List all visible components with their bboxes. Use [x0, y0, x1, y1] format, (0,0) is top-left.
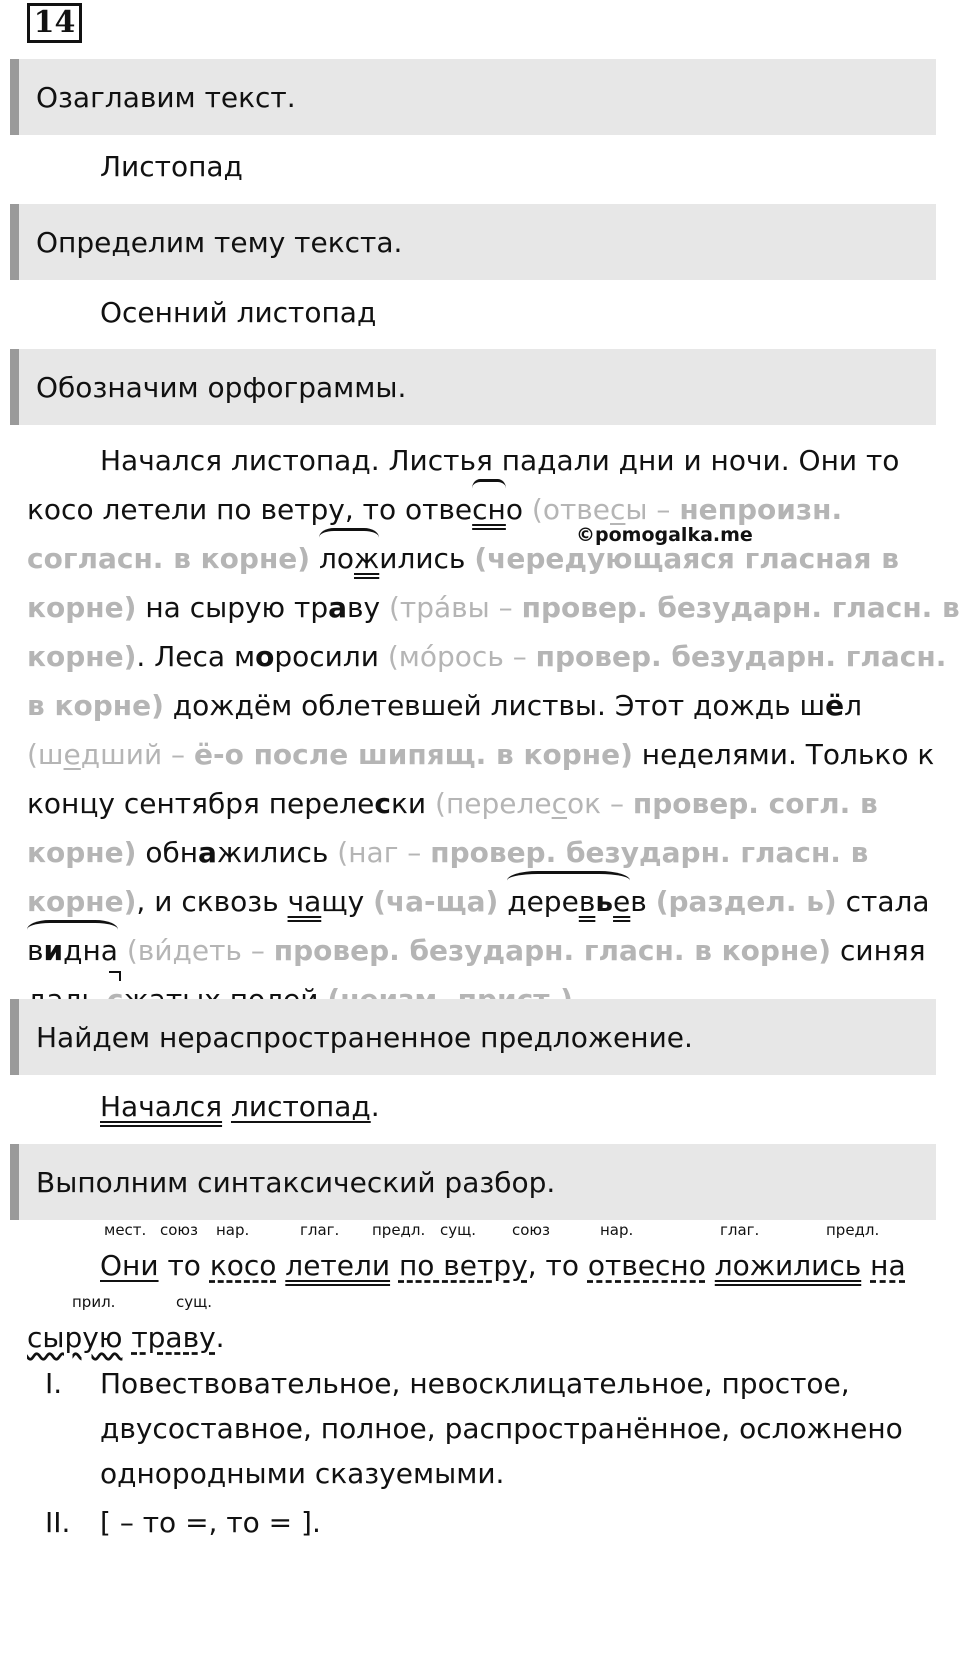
- check-word: с: [551, 787, 568, 820]
- conjunction: то: [167, 1249, 201, 1282]
- word-part-arc: [507, 877, 630, 926]
- watermark: ©pomogalka.me: [576, 524, 753, 546]
- text-fragment: ки: [391, 787, 427, 820]
- exercise-number: 14: [27, 3, 82, 43]
- text-fragment: ле: [339, 787, 375, 820]
- roman-number: I.: [45, 1367, 63, 1400]
- text-fragment: . Леса м: [136, 640, 256, 673]
- text-fragment: ились: [379, 542, 466, 575]
- predicate: ложились: [714, 1249, 862, 1282]
- rule-note: провер. безударн. гласн. в: [521, 591, 960, 624]
- analysis-text: однородными сказуемыми.: [100, 1457, 505, 1490]
- check-word: (н: [337, 836, 367, 869]
- predicate: летели: [285, 1249, 391, 1282]
- check-word: рось –: [437, 640, 527, 673]
- rule-note: (чередующаяся гласная в: [474, 542, 899, 575]
- check-word: ы –: [625, 493, 671, 526]
- rule-note: корне): [27, 640, 137, 673]
- text-fragment: ло: [318, 542, 355, 575]
- word-part-arc: [27, 926, 118, 975]
- rule-note: корне): [27, 591, 137, 624]
- check-word: е: [63, 738, 81, 771]
- pos-label: сущ.: [440, 1221, 477, 1239]
- pos-label: предл.: [372, 1221, 426, 1239]
- check-word: (отве: [531, 493, 610, 526]
- check-word: (в: [126, 934, 155, 967]
- rule-note: корне): [27, 885, 137, 918]
- orthogram: в: [578, 885, 596, 918]
- section-header-simple-sentence: Найдем нераспространенное предложение.: [10, 999, 936, 1075]
- analysis-list: [27, 1361, 947, 1545]
- subject: Они: [100, 1249, 159, 1282]
- rule-note: провер. безударн. гласн. в корне): [273, 934, 832, 967]
- check-word: (м: [387, 640, 420, 673]
- analysis-text: Повествовательное, невосклицательное, простое,: [100, 1367, 850, 1400]
- roman-number: II.: [45, 1506, 71, 1539]
- text-fragment: косо летели по ветру, то отве: [27, 493, 473, 526]
- text-fragment: л: [844, 689, 863, 722]
- adverbial: отвесно: [587, 1249, 706, 1282]
- rule-note: корне): [27, 836, 137, 869]
- orthogram: ь: [595, 885, 614, 918]
- orthogram: сн: [472, 493, 506, 526]
- rule-note: согласн. в корне): [27, 542, 311, 575]
- sentence-scheme: [ – то =, то = ].: [100, 1506, 321, 1539]
- orthogram: ча: [287, 885, 322, 918]
- rule-note: провер. безударн. гласн. в: [430, 836, 869, 869]
- orthogram: а: [198, 836, 217, 869]
- punctuation: .: [370, 1090, 380, 1123]
- adverbial: на: [870, 1249, 906, 1282]
- orthogram-text: [27, 436, 960, 1024]
- attribute: сырую: [27, 1321, 123, 1354]
- orthogram: е: [613, 885, 631, 918]
- check-word: о́: [419, 640, 438, 673]
- adverbial: по ветру: [398, 1249, 528, 1282]
- pos-label: глаг.: [300, 1221, 340, 1239]
- check-word: вы –: [451, 591, 513, 624]
- rule-note: (раздел. ь): [655, 885, 837, 918]
- punctuation: .: [215, 1321, 225, 1354]
- text-fragment: стала: [845, 885, 930, 918]
- rule-note: (ча-ща): [373, 885, 499, 918]
- text-fragment: дере: [507, 885, 579, 918]
- conjunction: , то: [527, 1249, 579, 1282]
- check-word: деть –: [172, 934, 265, 967]
- rule-note: в корне): [27, 689, 164, 722]
- text-fragment: неделями. Только к: [641, 738, 935, 771]
- analysis-text: двусоставное, полное, распространённое, осложнено: [100, 1412, 903, 1445]
- simple-sentence: [100, 1090, 380, 1123]
- pos-label: глаг.: [720, 1221, 760, 1239]
- check-word: а: [366, 836, 384, 869]
- check-word: и́: [154, 934, 173, 967]
- word-part-arc: [319, 534, 379, 583]
- orthogram: и: [43, 934, 64, 967]
- check-word: дший –: [80, 738, 186, 771]
- check-word: (переле: [435, 787, 552, 820]
- adverbial: траву: [131, 1321, 216, 1354]
- orthogram: о: [255, 640, 275, 673]
- text-fragment: жились: [216, 836, 329, 869]
- text-fragment: обн: [145, 836, 199, 869]
- theme-answer: Осенний листопад: [100, 296, 377, 329]
- text-fragment: щу: [321, 885, 365, 918]
- text-line: Начался листопад. Листья падали дни и ночи. Они то: [100, 444, 900, 477]
- pos-label: нар.: [600, 1221, 634, 1239]
- subject: листопад: [230, 1090, 371, 1123]
- section-header-title: Озаглавим текст.: [10, 59, 936, 135]
- pos-label: союз: [160, 1221, 199, 1239]
- section-header-orthograms: Обозначим орфограммы.: [10, 349, 936, 425]
- check-word: ок –: [567, 787, 624, 820]
- text-fragment: ву: [347, 591, 381, 624]
- pos-label: предл.: [826, 1221, 880, 1239]
- syntax-sentence: [27, 1241, 947, 1362]
- section-header-theme: Определим тему текста.: [10, 204, 936, 280]
- pos-label: союз: [512, 1221, 551, 1239]
- pos-label: нар.: [216, 1221, 250, 1239]
- analysis-item: [27, 1361, 947, 1496]
- orthogram: ж: [354, 542, 380, 575]
- check-word: с: [610, 493, 626, 526]
- pos-label: сущ.: [176, 1293, 213, 1311]
- adverbial: косо: [209, 1249, 277, 1282]
- check-word: (ш: [27, 738, 64, 771]
- rule-note: непроизн.: [679, 493, 843, 526]
- text-fragment: о: [505, 493, 523, 526]
- text-fragment: росили: [274, 640, 379, 673]
- word-part-arc: [472, 485, 506, 534]
- pos-label: мест.: [104, 1221, 147, 1239]
- section-header-syntax: Выполним синтаксический разбор.: [10, 1144, 936, 1220]
- pos-label: прил.: [72, 1293, 116, 1311]
- check-word: (тр: [388, 591, 434, 624]
- text-fragment: в: [27, 934, 44, 967]
- title-answer: Листопад: [100, 150, 243, 183]
- text-fragment: в: [630, 885, 647, 918]
- predicate: Начался: [100, 1090, 223, 1123]
- rule-note: провер. согл. в: [632, 787, 878, 820]
- rule-note: ё-о после шипящ. в корне): [193, 738, 633, 771]
- text-fragment: дождём облетевшей листвы. Этот дождь ш: [172, 689, 826, 722]
- orthogram: ё: [825, 689, 845, 722]
- text-fragment: синяя: [840, 934, 926, 967]
- analysis-item: [27, 1500, 947, 1545]
- text-fragment: , и сквозь: [136, 885, 279, 918]
- check-word: а́: [434, 591, 452, 624]
- orthogram: с: [374, 787, 392, 820]
- orthogram: а: [328, 591, 347, 624]
- check-word: г –: [383, 836, 422, 869]
- rule-note: провер. безударн. гласн.: [535, 640, 947, 673]
- text-fragment: дна: [63, 934, 118, 967]
- text-fragment: на сырую тр: [145, 591, 329, 624]
- text-fragment: концу сентября пере: [27, 787, 340, 820]
